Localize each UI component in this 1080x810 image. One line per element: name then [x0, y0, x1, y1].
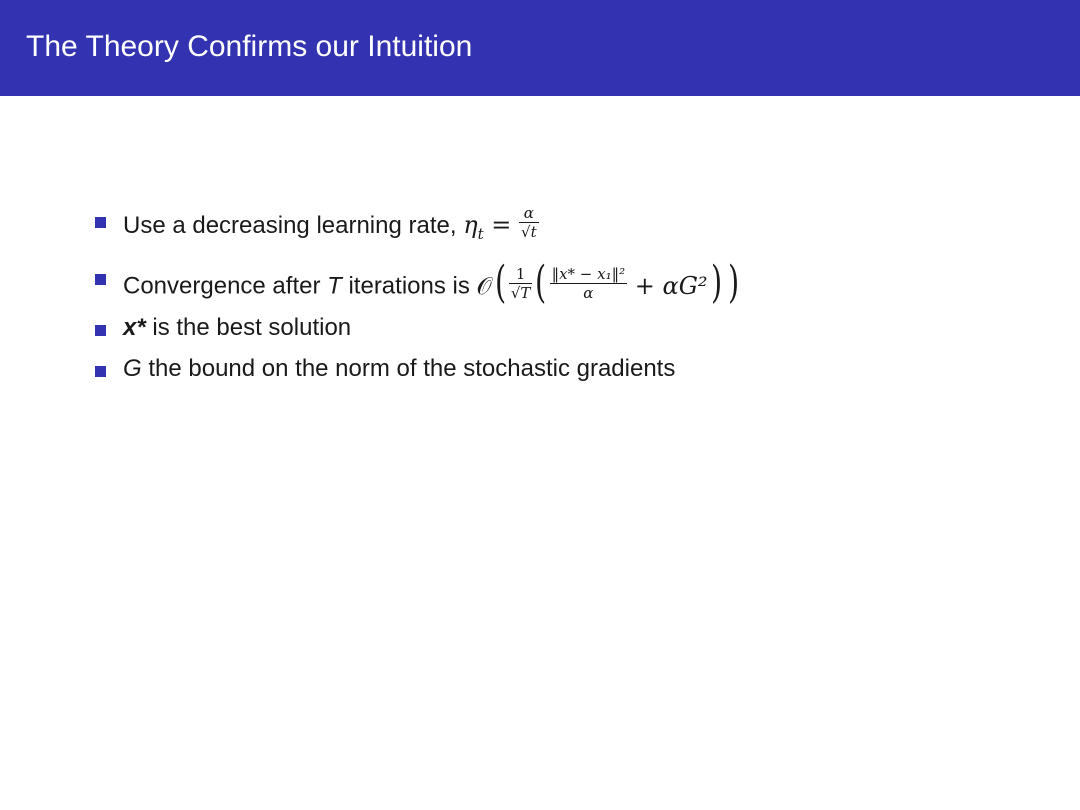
big-o-symbol: 𝒪 [476, 271, 492, 300]
bullet-marker-icon [95, 366, 106, 377]
bullet-text [123, 314, 351, 342]
bullet-convergence [95, 257, 995, 308]
left-paren-icon: ( [535, 257, 547, 308]
iterations-variable: T [327, 272, 342, 300]
bullet-body: the bound on the norm of the stochastic gradients [148, 355, 676, 382]
outer-denominator: √T [510, 283, 531, 302]
slide-title: The Theory Confirms our Intuition [26, 30, 473, 63]
convergence-formula [476, 257, 742, 308]
right-paren-icon: ) [710, 257, 722, 308]
fraction-denominator: √t [521, 223, 537, 241]
solution-variable: x* [123, 314, 146, 341]
left-paren-icon: ( [494, 257, 506, 308]
right-paren-icon: ) [727, 257, 739, 308]
bullet-prefix: Convergence after [123, 272, 321, 300]
bullet-body: is the best solution [152, 314, 352, 341]
bound-variable: G [123, 355, 142, 382]
bullet-learning-rate [95, 206, 995, 250]
bullet-prefix: Use a decreasing learning rate, [123, 212, 457, 239]
outer-numerator: 1 [509, 265, 533, 284]
learning-rate-fraction [519, 204, 539, 241]
bullet-text [123, 204, 539, 248]
bullet-best-solution [95, 314, 995, 358]
plus-term: + αG² [634, 271, 708, 300]
outer-fraction [509, 265, 533, 302]
bullet-text [123, 257, 742, 309]
norm-denominator: α [583, 283, 594, 302]
fraction-numerator: α [519, 204, 539, 223]
bullet-marker-icon [95, 325, 106, 336]
bullet-gradient-bound [95, 355, 995, 399]
norm-numerator: ‖x* − x₁‖² [551, 264, 626, 283]
title-bar [0, 0, 1080, 96]
equals-sign: = [491, 211, 512, 239]
learning-rate-formula [463, 204, 538, 243]
bullet-text [123, 355, 675, 383]
bullet-marker-icon [95, 274, 106, 285]
bullet-middle-text: iterations is [348, 272, 470, 300]
bullet-marker-icon [95, 217, 106, 228]
eta-subscript: t [477, 224, 484, 243]
norm-fraction [550, 265, 628, 302]
eta-symbol: η [463, 211, 478, 239]
